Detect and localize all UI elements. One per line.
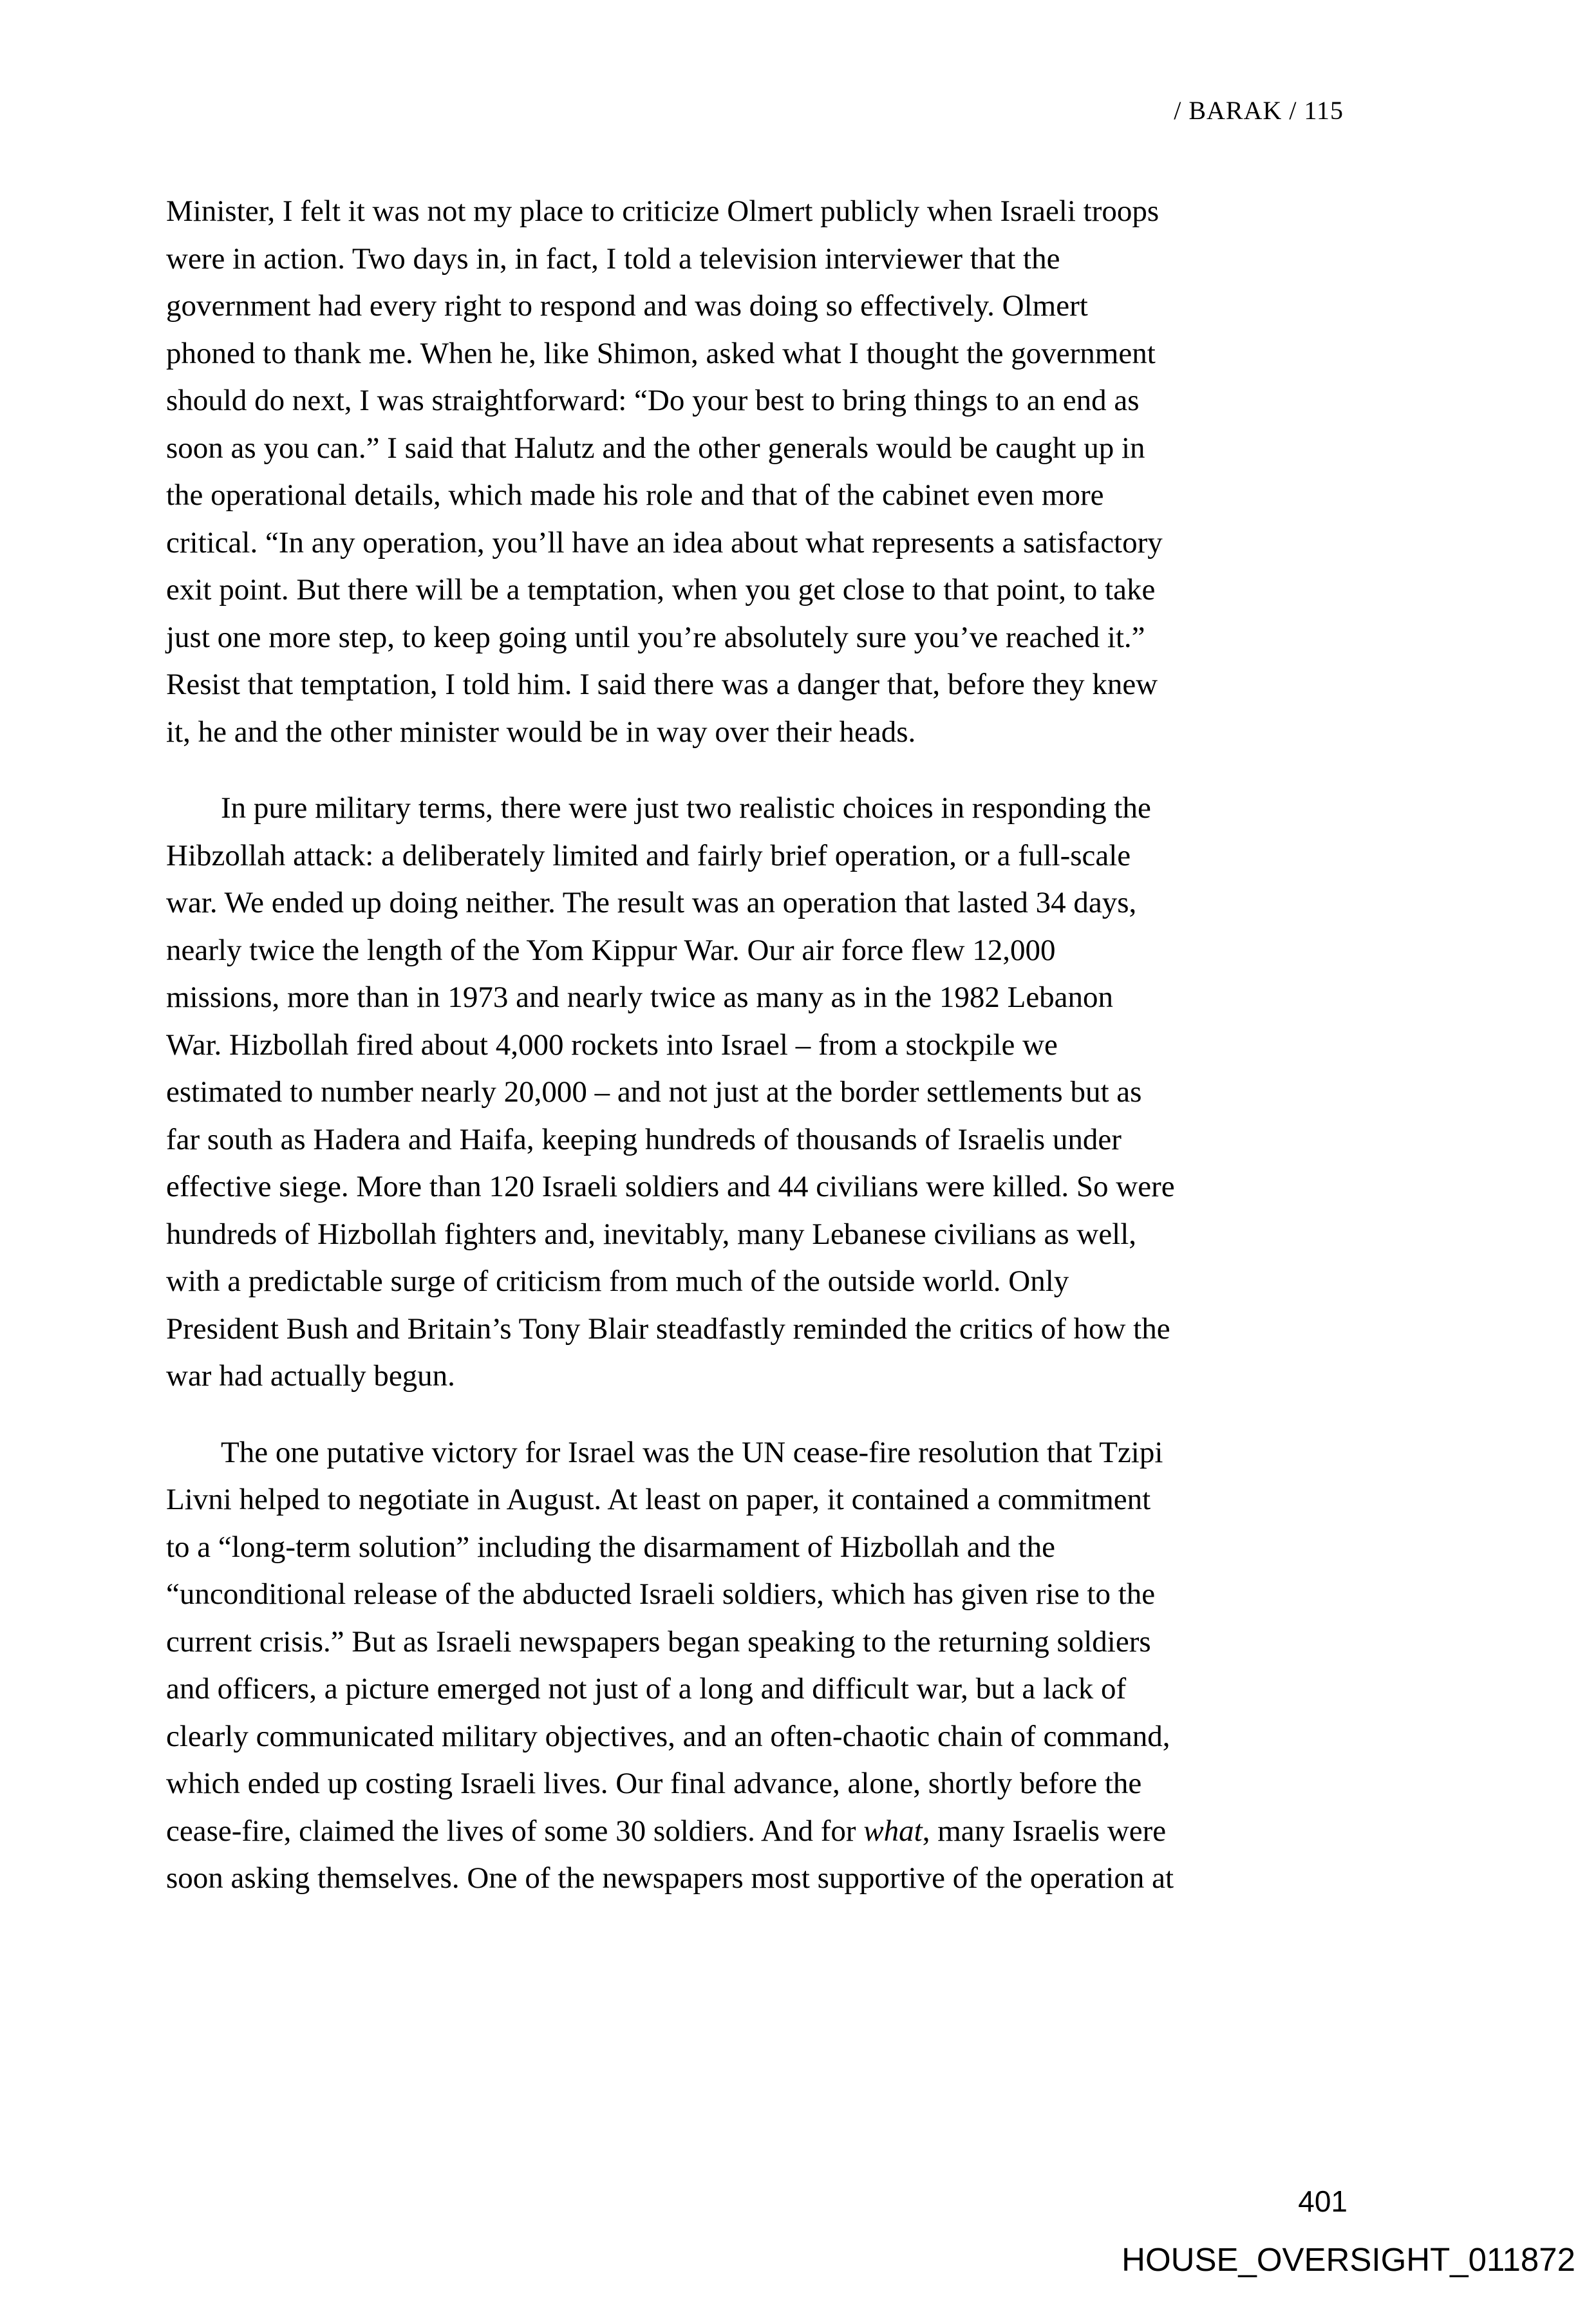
text-line: government had every right to respond and was doing so effectively. Olmert <box>166 289 1088 323</box>
text-line: current crisis.” But as Israeli newspapers began speaking to the returning soldiers <box>166 1624 1151 1659</box>
text-line: Livni helped to negotiate in August. At least on paper, it contained a commitment <box>166 1483 1151 1516</box>
text-line: just one more step, to keep going until you’re absolutely sure you’ve reached it.” <box>166 620 1145 654</box>
text-line: phoned to thank me. When he, like Shimon, asked what I thought the government <box>166 336 1156 370</box>
text-line: to a “long-term solution” including the disarmament of Hizbollah and the <box>166 1530 1055 1564</box>
text-line: hundreds of Hizbollah fighters and, inevitably, many Lebanese civilians as well, <box>166 1217 1137 1251</box>
paragraph-3 <box>166 1429 1444 1903</box>
text-line: War. Hizbollah fired about 4,000 rockets into Israel – from a stockpile we <box>166 1028 1058 1062</box>
text-line: In pure military terms, there were just two realistic choices in responding the <box>221 791 1151 825</box>
paragraph-2 <box>166 785 1444 1400</box>
text-line: exit point. But there will be a temptation, when you get close to that point, to take <box>166 573 1156 606</box>
italic-text: what <box>863 1814 923 1848</box>
text-line: should do next, I was straightforward: “Do your best to bring things to an end as <box>166 384 1140 417</box>
text-line: Resist that temptation, I told him. I said there was a danger that, before they knew <box>166 668 1158 701</box>
paragraph-1 <box>166 188 1444 756</box>
text-line: war. We ended up doing neither. The result was an operation that lasted 34 days, <box>166 886 1137 919</box>
text-segment: cease-fire, claimed the lives of some 30 soldiers. And for <box>166 1814 864 1848</box>
text-line: it, he and the other minister would be in way over their heads. <box>166 715 916 749</box>
text-line: soon as you can.” I said that Halutz and the other generals would be caught up in <box>166 431 1145 465</box>
text-line: the operational details, which made his role and that of the cabinet even more <box>166 478 1104 512</box>
text-line: missions, more than in 1973 and nearly twice as many as in the 1982 Lebanon <box>166 981 1114 1014</box>
text-line: and officers, a picture emerged not just of a long and difficult war, but a lack of <box>166 1672 1127 1706</box>
text-line: estimated to number nearly 20,000 – and not just at the border settlements but as <box>166 1075 1142 1109</box>
running-header: / BARAK / 115 <box>1174 96 1344 125</box>
text-body <box>166 188 1444 1903</box>
text-line: Minister, I felt it was not my place to criticize Olmert publicly when Israeli troops <box>166 194 1159 228</box>
bates-stamp: HOUSE_OVERSIGHT_011872 <box>1122 2241 1575 2278</box>
text-line: war had actually begun. <box>166 1359 455 1393</box>
text-line: “unconditional release of the abducted Israeli soldiers, which has given rise to the <box>166 1577 1156 1611</box>
text-line: far south as Hadera and Haifa, keeping hundreds of thousands of Israelis under <box>166 1122 1122 1156</box>
text-line: critical. “In any operation, you’ll have an idea about what represents a satisfactory <box>166 525 1163 559</box>
text-line: Hibzollah attack: a deliberately limited and fairly brief operation, or a full-scale <box>166 838 1131 872</box>
page-number: 401 <box>1298 2185 1347 2218</box>
text-line: which ended up costing Israeli lives. Our final advance, alone, shortly before the <box>166 1767 1142 1800</box>
text-line: were in action. Two days in, in fact, I told a television interviewer that the <box>166 241 1060 276</box>
text-line: President Bush and Britain’s Tony Blair steadfastly reminded the critics of how the <box>166 1311 1170 1346</box>
text-line: The one putative victory for Israel was the UN cease-fire resolution that Tzipi <box>221 1435 1163 1469</box>
text-line: with a predictable surge of criticism from much of the outside world. Only <box>166 1264 1069 1298</box>
text-line <box>166 1808 1444 1856</box>
text-segment: , many Israelis were <box>922 1814 1167 1848</box>
text-line: nearly twice the length of the Yom Kippur War. Our air force flew 12,000 <box>166 933 1056 967</box>
text-line: effective siege. More than 120 Israeli soldiers and 44 civilians were killed. So were <box>166 1170 1175 1203</box>
text-line: soon asking themselves. One of the newspapers most supportive of the operation at <box>166 1861 1174 1895</box>
text-line: clearly communicated military objectives, and an often-chaotic chain of command, <box>166 1719 1170 1753</box>
